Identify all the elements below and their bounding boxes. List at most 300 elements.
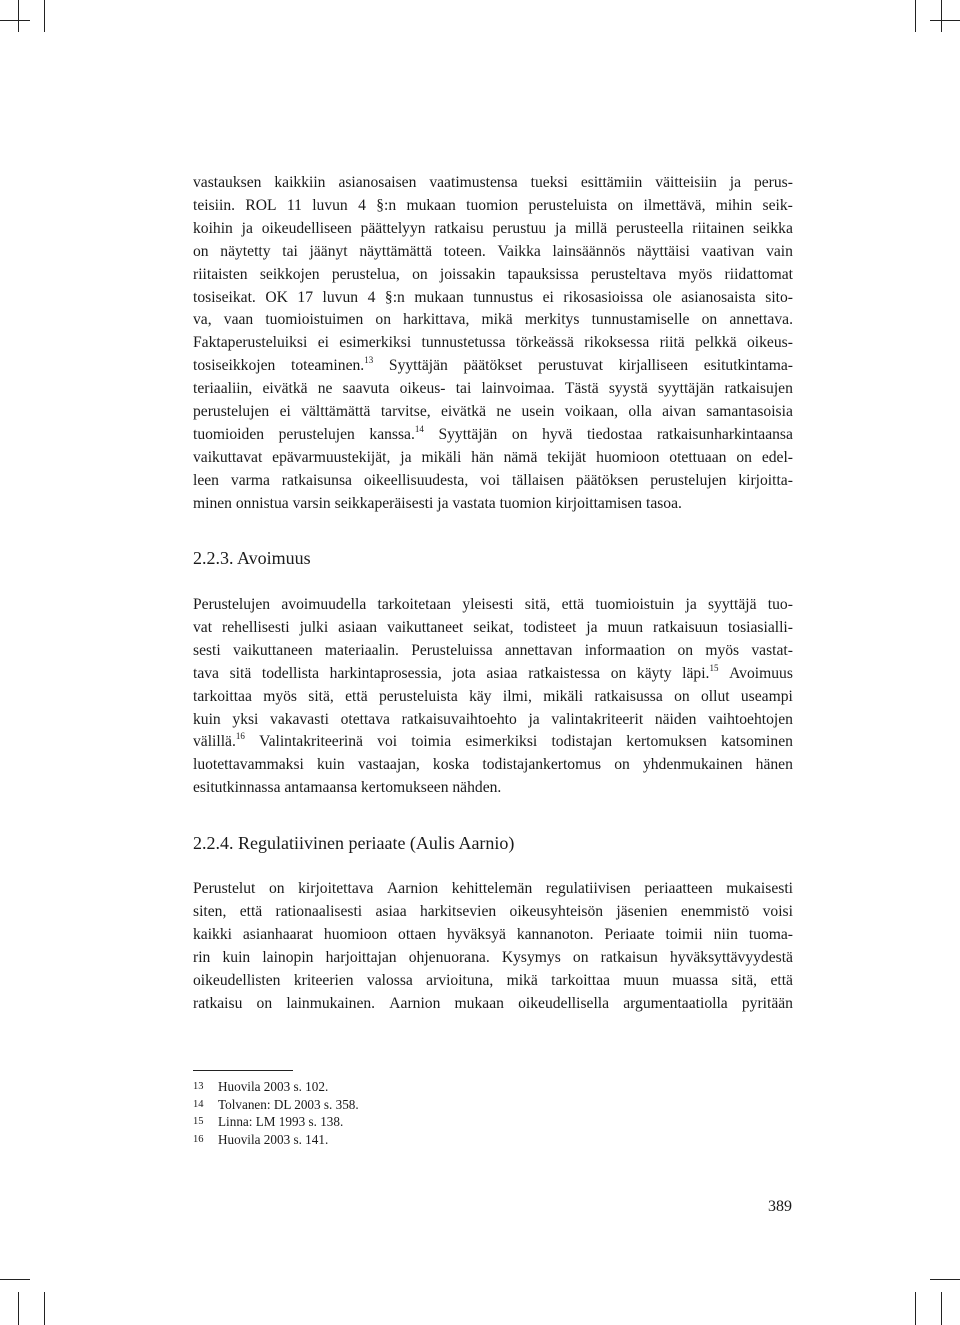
word: hän xyxy=(471,448,494,466)
word: ei xyxy=(317,334,329,352)
word: mukaan xyxy=(406,196,456,214)
word: seikat, xyxy=(473,618,514,636)
word: tai xyxy=(282,242,298,260)
word: asiaa xyxy=(375,902,407,920)
text-line xyxy=(193,424,793,446)
word: sitä xyxy=(229,664,252,682)
word: vaan xyxy=(223,311,254,329)
word: kaikki xyxy=(193,925,232,943)
word: ilmi, xyxy=(502,687,532,705)
word: on xyxy=(268,880,285,897)
word: tuoma- xyxy=(748,925,793,943)
text-line xyxy=(193,241,793,263)
word: törkeässä xyxy=(515,334,574,352)
word: kannanoton. xyxy=(516,925,594,943)
word: toimii xyxy=(665,925,703,943)
word: avoimuudella xyxy=(281,596,367,613)
word: tapauksissa xyxy=(507,265,579,283)
word: päätöksen xyxy=(575,471,639,489)
word: pelkkä xyxy=(695,334,737,352)
section-heading-2-2-3: 2.2.3. Avoimuus xyxy=(193,548,311,568)
word: va, xyxy=(193,311,212,329)
word: yhdenmukainen xyxy=(642,756,743,774)
word: hyväksyä xyxy=(447,925,506,943)
word: mikäli xyxy=(543,687,584,705)
word: mihin xyxy=(715,196,753,214)
word: ratkaisujen xyxy=(724,380,793,398)
word: lainmukainen. xyxy=(286,994,376,1012)
word: että xyxy=(345,687,368,705)
word: kuin xyxy=(222,948,251,966)
word: Tästä xyxy=(564,380,599,398)
word: Avoimuus xyxy=(729,664,793,682)
word: oikeudellisten xyxy=(193,971,281,989)
word: rin xyxy=(193,948,211,966)
footnote-separator xyxy=(193,1070,293,1071)
word: myös xyxy=(705,641,740,659)
word: välillä.$^{16}$ xyxy=(193,731,245,751)
word: on xyxy=(736,448,752,466)
text-line xyxy=(193,447,793,469)
page-number: 389 xyxy=(768,1198,792,1215)
word: luvun xyxy=(312,196,348,214)
word: kanssa.$^{14}$ xyxy=(369,423,424,443)
word: on xyxy=(256,994,273,1012)
word: Syyttäjän xyxy=(438,425,498,443)
word: varma xyxy=(230,471,270,489)
word: on xyxy=(677,641,694,659)
word: eivätkä xyxy=(262,380,308,398)
word: on xyxy=(674,687,690,705)
word: yleisesti xyxy=(462,596,514,613)
word: eivätkä xyxy=(441,403,487,420)
word: kirjalliseen xyxy=(618,357,689,375)
word: vaihtoehtojen xyxy=(708,710,793,728)
word: kirjoitettava xyxy=(298,880,374,897)
word: sito- xyxy=(765,288,793,306)
word: kriteerien xyxy=(293,971,354,989)
word: 11 xyxy=(286,196,302,214)
word: riitaisten xyxy=(193,265,248,283)
footnote-text: Huovila 2003 s. 141. xyxy=(218,1131,329,1147)
footnote-number: 16 xyxy=(193,1133,204,1145)
text-line xyxy=(193,264,793,286)
footnote xyxy=(193,1113,343,1130)
word: vaativan xyxy=(701,242,755,260)
word: periaatteen xyxy=(644,880,713,897)
word: sitä, xyxy=(731,971,758,989)
word: hyväksyttävyydestä xyxy=(669,948,793,966)
word: voi xyxy=(480,471,501,489)
word: seik- xyxy=(762,196,793,214)
word: arvioituna, xyxy=(426,971,494,989)
word: ja xyxy=(400,448,412,466)
text-line xyxy=(193,401,793,423)
word: luvun xyxy=(322,288,359,306)
word: Vaikka xyxy=(497,242,541,260)
word: useampi xyxy=(740,687,793,705)
word: ollut xyxy=(700,687,730,705)
word: ratkaistessa xyxy=(528,664,601,682)
word: harjoittajan xyxy=(325,948,397,966)
word: koska xyxy=(432,756,470,774)
word: tuomioiden xyxy=(193,425,265,443)
word: perusteella xyxy=(615,219,684,237)
word: tosiasialli- xyxy=(727,618,793,636)
word: usein xyxy=(521,403,555,420)
word: perusteltava xyxy=(590,265,667,283)
word: kirjoitta- xyxy=(738,471,793,489)
word: tuomioistuin xyxy=(595,596,675,613)
word: että xyxy=(770,971,793,989)
word: valossa xyxy=(366,971,413,989)
word: esimerkiksi xyxy=(339,334,412,352)
word: on xyxy=(412,265,428,283)
word: mukaisesti xyxy=(726,880,793,897)
word: rehellisesti xyxy=(222,618,290,636)
word: jäsenien xyxy=(616,902,668,920)
word: aivan xyxy=(662,403,696,420)
word: vaikuttaneen xyxy=(232,641,313,659)
word: on xyxy=(511,425,528,443)
word: perus- xyxy=(753,174,793,191)
word: annettavan xyxy=(504,641,573,659)
word: tuo- xyxy=(767,596,793,613)
word: vastauksen xyxy=(193,174,262,191)
word: julki xyxy=(299,618,329,636)
word: merkitys xyxy=(524,311,580,329)
word: pyritään xyxy=(741,994,793,1012)
footnote xyxy=(193,1131,328,1148)
text-line xyxy=(193,663,793,685)
word: on xyxy=(617,196,634,214)
text-line xyxy=(193,172,793,194)
word: ja xyxy=(586,618,598,636)
text-line xyxy=(193,709,793,731)
word: jäänyt xyxy=(309,242,348,260)
word: syyttäjän xyxy=(657,380,715,398)
word: asiaa xyxy=(486,664,518,682)
word: siten, xyxy=(193,902,227,920)
word: muassa xyxy=(672,971,719,989)
word: 17 xyxy=(297,288,313,306)
word: sesti xyxy=(193,641,221,659)
word: ratkaisu xyxy=(434,219,484,237)
word: olla xyxy=(628,403,652,420)
word: valintakriteerit xyxy=(551,710,644,728)
word: esittämiin xyxy=(580,174,643,191)
word: oikeus- xyxy=(747,334,793,352)
word: tosiseikkojen xyxy=(193,357,276,375)
word: koihin xyxy=(193,219,233,237)
word: regulatiivisen xyxy=(545,880,631,897)
word: harkintaprosessia, xyxy=(329,664,442,682)
footnote-ref: 15 xyxy=(709,662,719,673)
word: ratkaisussa xyxy=(594,687,663,705)
word: päätökset xyxy=(463,357,523,375)
word: enemmistö xyxy=(680,902,750,920)
word: OK xyxy=(265,288,288,306)
word: on xyxy=(614,756,630,774)
word: tueksi xyxy=(530,174,568,191)
word: joissakin xyxy=(439,265,496,283)
word: kuin xyxy=(193,710,221,728)
word: kuin xyxy=(317,756,345,774)
text-line xyxy=(193,309,793,331)
word: seikkojen xyxy=(259,265,320,283)
footnote-number: 13 xyxy=(193,1081,204,1092)
word: Syyttäjän xyxy=(388,357,448,375)
word: että xyxy=(239,902,263,920)
word: Periaate xyxy=(604,925,655,943)
text-line xyxy=(193,332,793,354)
word: otettuaan xyxy=(669,448,727,466)
word: todisteet xyxy=(523,618,577,636)
word: katsominen xyxy=(721,733,793,751)
word: vaikuttaneet xyxy=(387,618,464,636)
text-line xyxy=(193,993,793,1015)
word: ja xyxy=(729,174,742,191)
word: §:n xyxy=(376,196,397,214)
word: tarkoitetaan xyxy=(377,596,452,613)
word: sitä, xyxy=(524,596,551,613)
word: päättelyyn xyxy=(360,219,426,237)
word: perustuvat xyxy=(538,357,604,375)
word: kertomuksen xyxy=(626,733,707,751)
word: riitainen xyxy=(692,219,745,237)
word: ROL xyxy=(245,196,277,214)
word: tarkoittaa xyxy=(551,971,611,989)
word: voi xyxy=(377,733,398,751)
word: syyttäjä xyxy=(708,596,757,613)
word: tällaisen xyxy=(512,471,564,489)
word: Perustelujen xyxy=(193,596,271,613)
word: läpi.$^{15}$ xyxy=(682,662,719,682)
word: oikeus- xyxy=(399,380,446,398)
word: näyttäisi xyxy=(636,242,690,260)
word: riidattomat xyxy=(724,265,793,283)
word: on xyxy=(610,664,627,682)
word: edel- xyxy=(761,448,793,466)
word: mukaan xyxy=(414,288,464,306)
word: perustelujen xyxy=(193,403,270,420)
text-line xyxy=(193,594,793,616)
word: tuomion xyxy=(466,196,519,214)
word: mikä xyxy=(481,311,513,329)
word: ei xyxy=(279,403,291,420)
text-line xyxy=(193,947,793,969)
word: voisi xyxy=(762,902,793,920)
word: ilmettävä, xyxy=(643,196,706,214)
word: oikeudelliseen xyxy=(261,219,352,237)
word: vakavasti xyxy=(270,710,329,728)
word: perustelujen xyxy=(650,471,727,489)
word: esitutkintama- xyxy=(703,357,793,375)
word: ratkaisu xyxy=(193,994,243,1012)
word: ja xyxy=(685,596,697,613)
text-line xyxy=(193,878,793,900)
text-line xyxy=(193,924,793,946)
word: mikäli xyxy=(421,448,462,466)
footnote xyxy=(193,1096,359,1113)
text-line xyxy=(193,686,793,708)
word: vaatimustensa xyxy=(429,174,518,191)
word: teriaaliin, xyxy=(193,380,253,398)
word: materiaalin. xyxy=(324,641,399,659)
text-line: minen onnistua varsin seikkaperäisesti ja vastata tuomion kirjoittamisen tasoa. xyxy=(193,494,682,512)
word: saavuta xyxy=(342,380,390,398)
text-line xyxy=(193,617,793,639)
word: tunnustus xyxy=(473,288,534,306)
word: käyty xyxy=(636,664,672,682)
text-line xyxy=(193,970,793,992)
word: mukaan xyxy=(454,994,504,1012)
word: informaation xyxy=(584,641,666,659)
word: jota xyxy=(452,664,476,682)
word: asiaan xyxy=(338,618,378,636)
word: välttämättä xyxy=(301,403,371,420)
word: myös xyxy=(263,687,297,705)
word: vastaajan, xyxy=(357,756,420,774)
word: mikä xyxy=(506,971,538,989)
word: ratkaisuvaihtoehto xyxy=(401,710,517,728)
text-line xyxy=(193,754,793,776)
word: annettava. xyxy=(729,311,793,329)
word: tuomioistuimen xyxy=(265,311,364,329)
word: ei xyxy=(542,288,554,306)
word: oikeudellisella xyxy=(518,994,610,1012)
word: tunnustetussa xyxy=(421,334,506,352)
text-line: esitutkinnassa antamaansa kertomukseen nähden. xyxy=(193,779,502,797)
text-line xyxy=(193,378,793,400)
word: syystä xyxy=(608,380,648,398)
word: nämä xyxy=(503,448,538,466)
word: ratkaisun xyxy=(600,948,658,966)
word: tarkoittaa xyxy=(193,687,252,705)
word: millä xyxy=(575,219,608,237)
word: että xyxy=(561,596,585,613)
word: Valintakriteerinä xyxy=(259,733,363,751)
word: tarvitse, xyxy=(380,403,431,420)
word: asianosaista xyxy=(681,288,756,306)
word: tai xyxy=(455,380,472,398)
text-line xyxy=(193,218,793,240)
word: käy xyxy=(469,687,492,705)
word: teisiin. xyxy=(193,196,236,214)
word: sitä, xyxy=(308,687,334,705)
word: kehittelemän xyxy=(451,880,533,897)
word: huomioon xyxy=(596,448,660,466)
word: ja xyxy=(528,710,540,728)
word: todistajan xyxy=(551,733,613,751)
word: samantasoisia xyxy=(706,403,793,420)
word: todellista xyxy=(261,664,320,682)
footnote-text: Linna: LM 1993 s. 138. xyxy=(218,1114,344,1130)
word: perustelujen xyxy=(278,425,355,443)
text-line xyxy=(193,287,793,309)
word: esimerkiksi xyxy=(465,733,538,751)
footnote-number: 15 xyxy=(193,1116,204,1128)
footnote-ref: 16 xyxy=(235,731,245,742)
word: toteaminen.$^{13}$ xyxy=(291,355,374,375)
word: Faktaperusteluiksi xyxy=(193,334,308,352)
word: toteen. xyxy=(443,242,486,260)
word: vat xyxy=(193,618,213,636)
word: ohjenuorana. xyxy=(408,948,490,966)
word: kaikkiin xyxy=(274,174,326,191)
word: rationaalisesti xyxy=(275,902,363,920)
word: Perustelut xyxy=(193,880,256,897)
word: lainopin xyxy=(262,948,314,966)
word: niin xyxy=(713,925,738,943)
word: 4 xyxy=(367,288,376,306)
word: yksi xyxy=(232,710,259,728)
word: vastat- xyxy=(751,641,793,659)
word: 4 xyxy=(358,196,366,214)
footnote-text: Huovila 2003 s. 102. xyxy=(218,1079,329,1094)
word: näytetty xyxy=(220,242,271,260)
word: perustelua, xyxy=(331,265,400,283)
word: lainvoimaa. xyxy=(481,380,555,398)
text-line xyxy=(193,355,793,377)
word: ottaen xyxy=(398,925,437,943)
word: harkitsevien xyxy=(419,902,497,920)
word: rikoksessa xyxy=(584,334,650,352)
word: harkittava, xyxy=(403,311,470,329)
word: huomioon xyxy=(323,925,388,943)
word: perustuu xyxy=(492,219,547,237)
word: muun xyxy=(623,971,659,989)
word: Aarnion xyxy=(389,994,441,1012)
word: ne xyxy=(317,380,333,398)
word: epävarmuustekijät, xyxy=(272,448,391,466)
word: on xyxy=(572,948,589,966)
footnote xyxy=(193,1078,328,1095)
word: Perusteluissa xyxy=(411,641,493,659)
word: väitteisiin xyxy=(655,174,717,191)
word: tunnustamiselle xyxy=(591,311,690,329)
word: Aarnion xyxy=(387,880,439,897)
word: asianhaarat xyxy=(242,925,314,943)
word: otettava xyxy=(340,710,390,728)
word: tekijät xyxy=(547,448,587,466)
word: muun xyxy=(607,618,644,636)
word: Kysymys xyxy=(501,948,561,966)
word: ja xyxy=(241,219,253,237)
footnote-number: 14 xyxy=(193,1098,204,1110)
word: tava xyxy=(193,664,219,682)
word: luotettavammaksi xyxy=(193,756,304,774)
word: näiden xyxy=(654,710,697,728)
footnote-text: Tolvanen: DL 2003 s. 358. xyxy=(218,1096,359,1112)
word: todistajankertomus xyxy=(482,756,602,774)
word: tiedostaa xyxy=(586,425,643,443)
word: ne xyxy=(496,403,512,420)
word: on xyxy=(193,242,209,260)
word: asianosaisen xyxy=(338,174,417,191)
text-line xyxy=(193,640,793,662)
word: ja xyxy=(555,219,567,237)
footnote-ref: 13 xyxy=(364,355,374,365)
word: hänen xyxy=(755,756,793,774)
word: ratkaisunsa xyxy=(281,471,352,489)
word: näyttämättä xyxy=(359,242,433,260)
text-line xyxy=(193,470,793,492)
text-line xyxy=(193,195,793,217)
word: hyvä xyxy=(542,425,573,443)
word: myös xyxy=(678,265,713,283)
word: vain xyxy=(766,242,793,260)
